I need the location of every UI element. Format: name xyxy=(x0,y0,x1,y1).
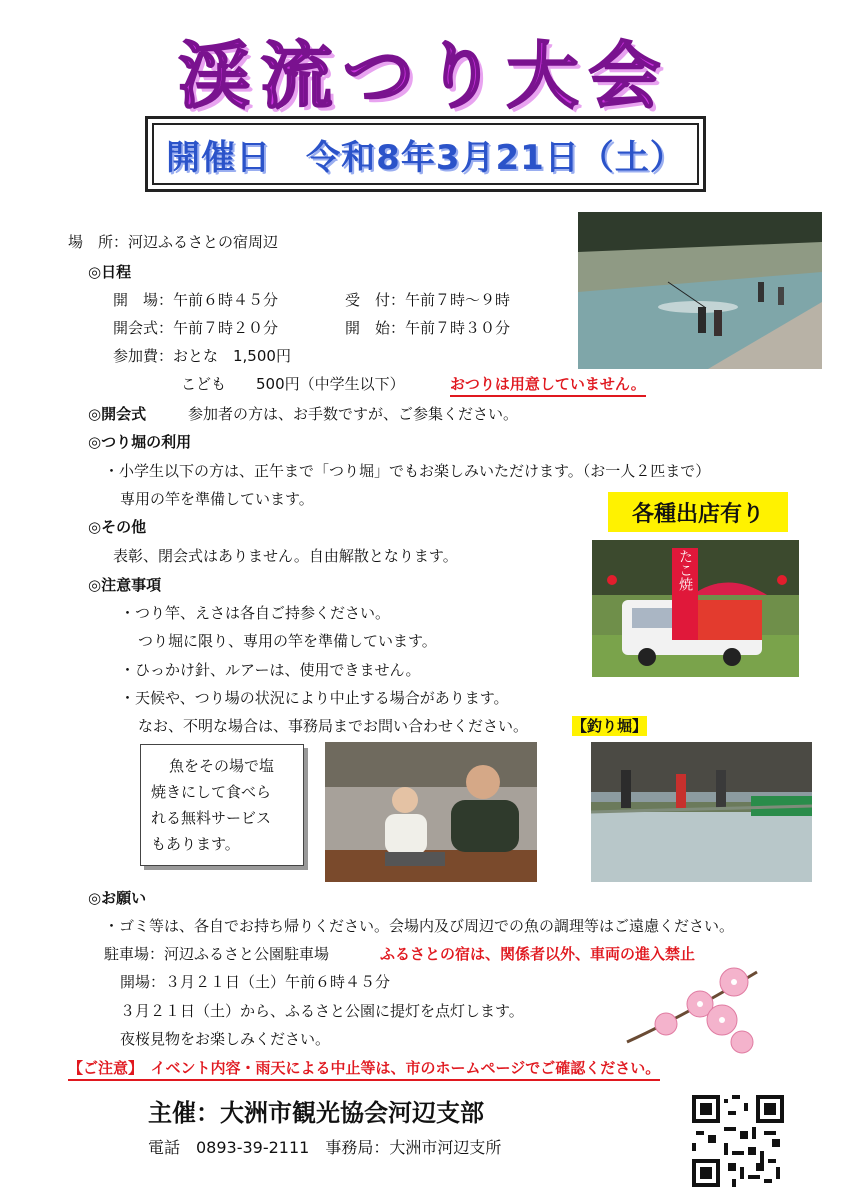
pond-label: 【釣り堀】 xyxy=(572,717,648,735)
notes-line-2: つり堀に限り、専用の竿を準備しています。 xyxy=(138,632,437,650)
pond-heading: ◎つり堀の利用 xyxy=(88,433,192,451)
ceremony-text: 参加者の方は、お手数ですが、ご参集ください。 xyxy=(188,405,519,423)
start-time: 開 始：午前７時３０分 xyxy=(345,319,511,337)
eating-fish-photo xyxy=(325,742,537,882)
schedule-heading: ◎日程 xyxy=(88,263,132,281)
service-line-4: もあります。 xyxy=(151,835,240,853)
event-date-box: 開催日 令和8年3月21日（土） xyxy=(145,116,706,192)
river-photo xyxy=(578,212,822,369)
reception-time: 受 付：午前７時～９時 xyxy=(345,291,511,309)
pond-line-2: 専用の竿を準備しています。 xyxy=(120,490,314,508)
ceremony-time: 開会式：午前７時２０分 xyxy=(113,319,279,337)
food-truck-photo xyxy=(592,540,799,677)
lot-open-time: 開場：３月２１日（土）午前６時４５分 xyxy=(120,973,391,991)
page-title: 渓流つり大会 xyxy=(178,34,671,118)
requests-heading: ◎お願い xyxy=(88,889,147,907)
fee-adult: 参加費：おとな 1,500円 xyxy=(113,347,291,365)
parking-warning: ふるさとの宿は、関係者以外、車両の進入禁止 xyxy=(380,945,696,963)
cherry-blossom-illustration xyxy=(622,962,762,1058)
other-heading: ◎その他 xyxy=(88,518,147,536)
no-change-notice: おつりは用意していません。 xyxy=(450,374,646,397)
notes-line-5: なお、不明な場合は、事務局までお問い合わせください。 xyxy=(138,717,529,735)
lantern-text: ３月２１日（土）から、ふるさと公園に提灯を点灯します。 xyxy=(120,1002,524,1020)
notes-line-1: ・つり竿、えさは各自ご持参ください。 xyxy=(120,604,391,622)
free-grilling-note xyxy=(140,744,304,866)
sakura-text: 夜桜見物をお楽しみください。 xyxy=(120,1030,331,1048)
service-line-1: 魚をその場で塩 xyxy=(169,757,275,775)
service-line-3: れる無料サービス xyxy=(151,809,272,827)
parking-text: 駐車場：河辺ふるさと公園駐車場 xyxy=(104,945,330,963)
requests-line-1: ・ゴミ等は、各自でお持ち帰りください。会場内及び周辺での魚の調理等はご遠慮ください。 xyxy=(104,917,735,935)
caution-notice: 【ご注意】 イベント内容・雨天による中止等は、市のホームページでご確認ください。 xyxy=(68,1058,660,1081)
organizer: 主催：大洲市観光協会河辺支部 xyxy=(148,1099,484,1127)
pond-line-1: ・小学生以下の方は、正午まで「つり堀」でもお楽しみいただけます。（お一人２匹まで） xyxy=(104,462,711,480)
ceremony-heading: ◎開会式 xyxy=(88,405,147,423)
fishing-pond-photo xyxy=(591,742,812,882)
venue-text: 場 所：河辺ふるさとの宿周辺 xyxy=(68,233,279,251)
qr-code xyxy=(692,1095,784,1187)
other-text: 表彰、閉会式はありません。自由解散となります。 xyxy=(113,547,458,565)
notes-line-4: ・天候や、つり場の状況により中止する場合があります。 xyxy=(120,689,509,707)
shops-badge: 各種出店有り xyxy=(608,492,788,532)
service-line-2: 焼きにして食べら xyxy=(151,783,272,801)
contact-info: 電話 0893-39-2111 事務局：大洲市河辺支所 xyxy=(148,1138,502,1157)
opening-time: 開 場：午前６時４５分 xyxy=(113,291,279,309)
fee-child: こども 500円（中学生以下） xyxy=(181,375,405,393)
notes-heading: ◎注意事項 xyxy=(88,576,162,594)
notes-line-3: ・ひっかけ針、ルアーは、使用できません。 xyxy=(120,661,421,679)
food-truck-sign: たこ焼 xyxy=(677,549,693,591)
